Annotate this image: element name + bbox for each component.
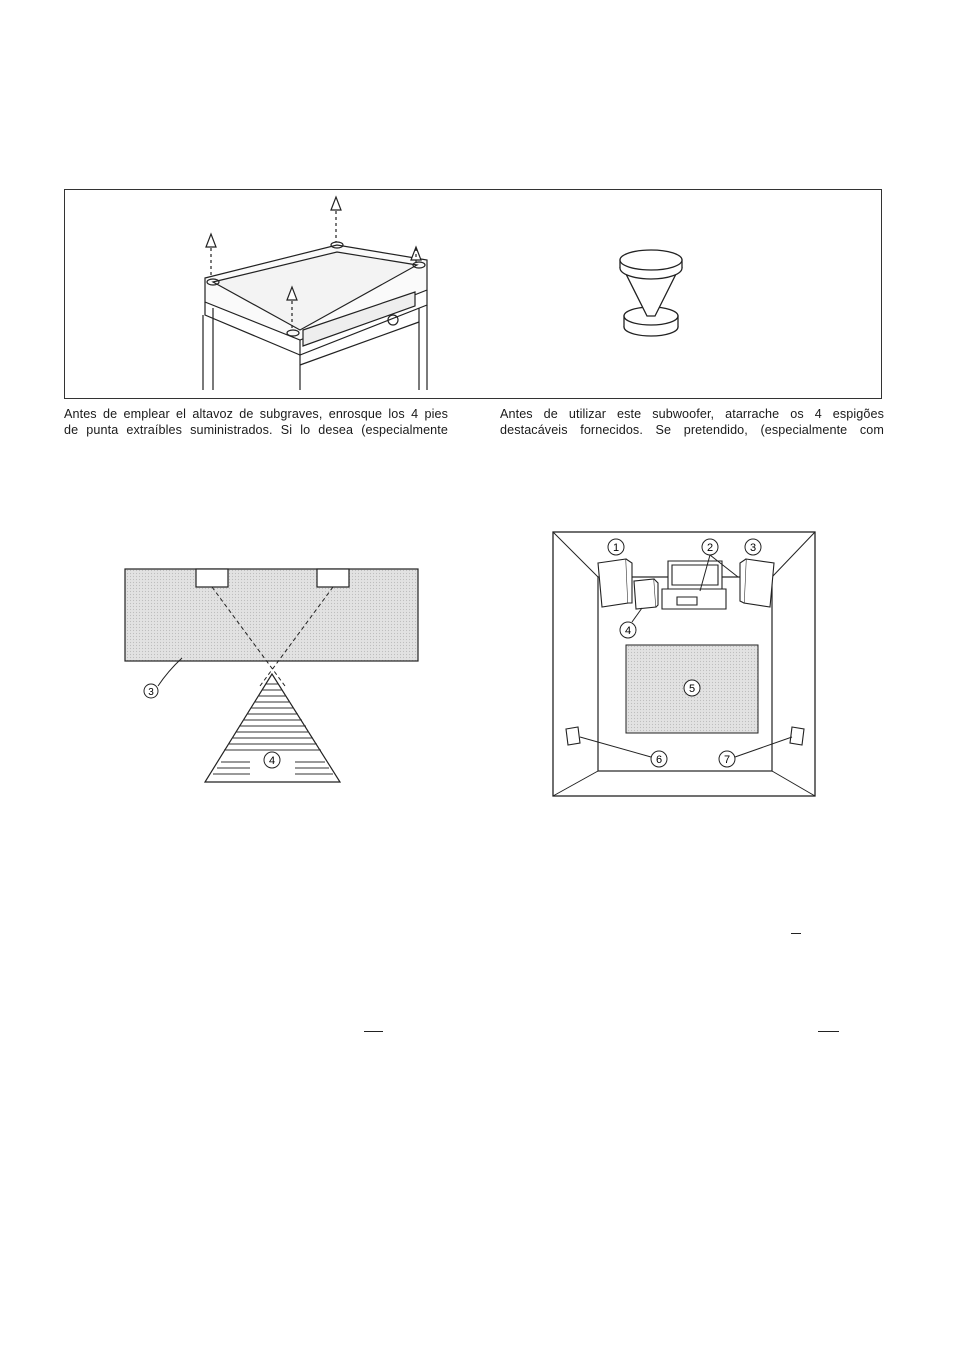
stray-mark (791, 933, 801, 934)
label-2: 2 (706, 542, 714, 554)
left-speaker-box (196, 569, 228, 587)
stray-mark (818, 1031, 839, 1032)
spanish-paragraph (64, 406, 448, 438)
label-4: 4 (624, 625, 632, 637)
listening-position-diagram (120, 566, 440, 786)
portuguese-paragraph (500, 406, 884, 438)
portuguese-line-1: Antes de utilizar este subwoofer, atarrache os 4 espigões (500, 407, 884, 421)
spanish-line-1: Antes de emplear el altavoz de subgraves, enrosque los 4 pies (64, 407, 448, 421)
right-speaker-box (317, 569, 349, 587)
room-layout-diagram (552, 531, 818, 799)
label-5: 5 (688, 683, 696, 695)
subwoofer-bottom-illustration (65, 190, 883, 400)
spike-installation-figure (64, 189, 882, 399)
stray-mark (364, 1031, 383, 1032)
label-3: 3 (148, 687, 154, 698)
label-1: 1 (612, 542, 620, 554)
label-6: 6 (655, 754, 663, 766)
front-wall-area (125, 569, 418, 661)
portuguese-line-2: destacáveis fornecidos. Se pretendido, (especialmente com (500, 423, 884, 437)
label-4: 4 (268, 755, 276, 767)
spike-foot-icon (620, 250, 682, 336)
label-3: 3 (749, 542, 757, 554)
spanish-line-2: de punta extraíbles suministrados. Si lo desea (especialmente (64, 423, 448, 437)
label-7: 7 (723, 754, 731, 766)
